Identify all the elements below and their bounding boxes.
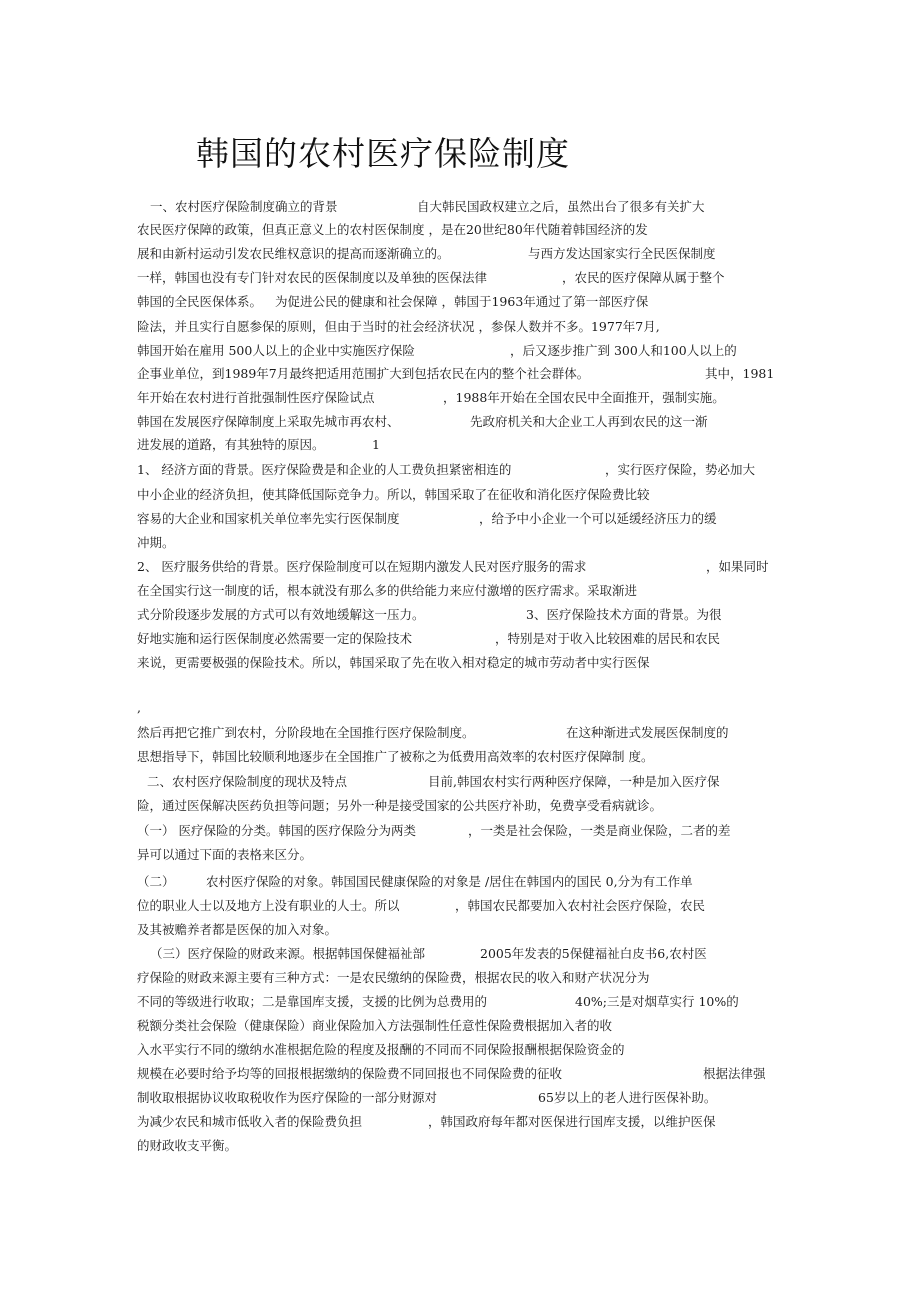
text-segment: ，特别是对于收入比较困难的居民和农民 [495,631,721,646]
text-segment: 其中，1981 [705,366,775,381]
text-segment: 及其被赡养者都是医保的加入对象。 [137,922,338,937]
document-title: 韩国的农村医疗保险制度 [196,134,570,173]
text-segment: ，实行医疗保险，势必加大 [605,462,756,477]
text-segment: ，韩国农民都要加入农村社会医疗保险，农民 [455,898,706,913]
text-segment: 中小企业的经济负担，使其降低国际竞争力。所以，韩国采取了在征收和消化医疗保险费比较 [137,487,650,502]
text-segment: 式分阶段逐步发展的方式可以有效地缓解这一压力。 [137,607,425,622]
text-segment: ，1988年开始在全国农民中全面推开，强制实施。 [443,390,725,405]
text-segment: 来说，更需要极强的保险技术。所以，韩国采取了先在收入相对稳定的城市劳动者中实行医保 [137,655,650,670]
text-segment: 韩国在发展医疗保障制度上采取先城市再农村、 [137,414,400,429]
text-segment: 异可以通过下面的表格来区分。 [137,847,313,862]
text-segment: （一） 医疗保险的分类。韩国的医疗保险分为两类 [137,823,416,838]
text-segment: 目前,韩国农村实行两种医疗保障，一种是加入医疗保 [428,774,720,789]
text-segment: 3、医疗保险技术方面的背景。为很 [526,607,722,622]
text-segment: 进发展的道路，有其独特的原因。 [137,437,325,452]
text-segment: （二） [137,874,175,889]
text-segment: 冲期。 [137,535,175,550]
text-segment: 40%;三是对烟草实行 10%的 [575,994,739,1009]
text-segment: 入水平实行不同的缴纳水准根据危险的程度及报酬的不同而不同保险报酬根据保险资金的 [137,1042,625,1057]
text-segment: 然后再把它推广到农村，分阶段地在全国推行医疗保险制度。 [137,725,475,740]
text-segment: 一、农村医疗保险制度确立的背景 [150,199,338,214]
text-segment: 险，通过医保解决医药负担等问题；另外一种是接受国家的公共医疗补助，免费享受看病就诊。 [137,798,663,813]
text-segment: 位的职业人士以及地方上没有职业的人士。所以 [137,898,400,913]
text-segment: ，一类是社会保险，一类是商业保险，二者的差 [468,823,731,838]
text-segment: ，如果同时 [706,559,769,574]
text-segment: 韩国的全民医保体系。 [137,294,263,309]
text-segment: 展和由新村运动引发农民维权意识的提高而逐渐确立的。 [137,246,450,261]
text-segment: 在这种渐进式发展医保制度的 [566,725,729,740]
text-segment: 年开始在农村进行首批强制性医疗保险试点 [137,390,375,405]
text-segment: 先政府机关和大企业工人再到农民的这一渐 [470,414,708,429]
text-segment: 税额分类社会保险（健康保险）商业保险加入方法强制性任意性保险费根据加入者的收 [137,1018,613,1033]
text-segment: 2005年发表的5保健福祉白皮书6,农村医 [480,946,707,961]
text-segment: 险法，并且实行自愿参保的原则，但由于当时的社会经济状况 ，参保人数并不多。1977年7月, [137,319,660,334]
text-segment: 2、 医疗服务供给的背景。医疗保险制度可以在短期内激发人民对医疗服务的需求 [137,559,587,574]
text-segment: 疗保险的财政来源主要有三种方式：一是农民缴纳的保险费，根据农民的收入和财产状况分为 [137,970,650,985]
text-segment: 二、农村医疗保险制度的现状及特点 [147,774,348,789]
text-segment: （三）医疗保险的财政来源。根据韩国保健福祉部 [150,946,426,961]
text-segment: 1、 经济方面的背景。医疗保险费是和企业的人工费负担紧密相连的 [137,462,512,477]
text-segment: 为减少农民和城市低收入者的保险费负担 [137,1114,363,1129]
text-segment: 一样，韩国也没有专门针对农民的医保制度以及单独的医保法律 [137,270,488,285]
text-segment: 在全国实行这一制度的话，根本就没有那么多的供给能力来应付激增的医疗需求。采取渐进 [137,583,638,598]
text-segment: 自大韩民国政权建立之后，虽然出台了很多有关扩大 [417,199,705,214]
text-segment: 不同的等级进行收取；二是靠国库支援，支援的比例为总费用的 [137,994,488,1009]
text-segment: 1 [372,437,380,452]
text-segment: 农村医疗保险的对象。韩国国民健康保险的对象是 /居住在韩国内的国民 0,分为有工作单 [206,874,693,889]
text-segment: ，后又逐步推广到 300人和100人以上的 [510,343,737,358]
text-segment: 的财政收支平衡。 [137,1138,238,1153]
text-segment: 农民医疗保障的政策，但真正意义上的农村医保制度 ，是在20世纪80年代随着韩国经济的发 [137,222,648,237]
text-segment: 好地实施和运行医保制度必然需要一定的保险技术 [137,631,413,646]
text-segment: 65岁以上的老人进行医保补助。 [538,1090,717,1105]
text-segment: ，给予中小企业一个可以延缓经济压力的缓 [479,511,717,526]
text-segment: 容易的大企业和国家机关单位率先实行医保制度 [137,511,400,526]
text-segment: 为促进公民的健康和社会保障 ，韩国于1963年通过了第一部医疗保 [275,294,649,309]
text-segment: 思想指导下，韩国比较顺利地逐步在全国推广了被称之为低费用高效率的农村医疗保障制 度。 [137,749,654,764]
text-segment: 制收取根据协议收取税收作为医疗保险的一部分财源对 [137,1090,438,1105]
text-segment: 与西方发达国家实行全民医保制度 [528,246,716,261]
text-segment: 韩国开始在雇用 500人以上的企业中实施医疗保险 [137,343,415,358]
text-segment: , [137,700,141,715]
text-segment: 规模在必要时给予均等的回报根据缴纳的保险费不同回报也不同保险费的征收 [137,1066,563,1081]
text-segment: ，韩国政府每年都对医保进行国库支援，以维护医保 [428,1114,716,1129]
text-segment: ，农民的医疗保障从属于整个 [562,270,725,285]
text-segment: 根据法律强 [703,1066,766,1081]
text-segment: 企事业单位，到1989年7月最终把适用范围扩大到包括农民在内的整个社会群体。 [137,366,590,381]
